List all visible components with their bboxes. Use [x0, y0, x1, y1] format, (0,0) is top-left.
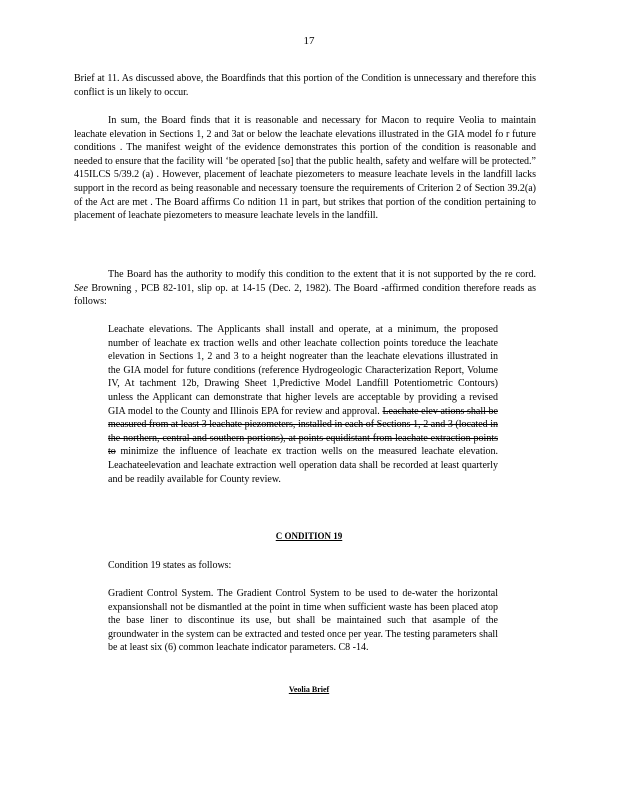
paragraph-brief-conclusion: Brief at 11. As discussed above, the Boardfinds that this portion of the Condition is unnecessary and therefore this conflict is un likely to occur. — [74, 73, 536, 98]
affirmed-condition-text-end: minimize the influence of leachate ex traction wells on the measured leachate elevation. Leachateelevation and leachate extraction well operation data shall be recorded at least quarterly and be readily available for County review. — [108, 446, 498, 485]
authority-citation: Browning , PCB 82-101, slip op. at 14-15 (Dec. 2, 1982). The Board -affirmed condition therefore reads as follows: — [74, 282, 537, 308]
paragraph-in-sum: In sum, the Board finds that it is reasonable and necessary for Macon to require Veolia to maintain leachate elevation in Sections 1, 2 and 3at or below the leachate elevations illustrated in the GIA model fo r future conditions . The manifest weight of the evidence demonstrates this portion of the condition is reasonable and needed to ensure that the facility will ‘be operated [so] that the public health, safety and welfare will be protected.” 415ILCS 5/39.2 (a) . However, placement of leachate piezometers to measure leachate levels in the landfill lacks support in the record as being reasonable and necessary toensure the requirements of Criterion 2 of Section 39.2(a) of the Act are met . The Board affirms Co ndition 11 in part, but strikes that portion of the condition pertaining to placement of leachate piezometers to measure leachate levels in the landfill. — [74, 115, 536, 222]
paragraph-board-authority — [74, 268, 536, 309]
section-heading-text: C ONDITION 19 — [275, 531, 343, 541]
condition-19-quote-block: Gradient Control System. The Gradient Control System to be used to de-water the horizontal expansionshall not be dismantled at the point in time when sufficient waste has been placed atop the base liner to discontinue its use, but shall be maintained such that asample of the groundwater in the system can be extracted and tested once per year. The testing parameters shall be at least six (6) common leachate indicator parameters. C8 -14. — [108, 588, 498, 654]
struck-text: Leachate elev ations shall be measured from at least 3 leachate piezometers, installed in each of Sections 1, 2 and 3 (located in the northern, central and southern portions), at points equidistant from leachate extraction points to — [108, 405, 498, 458]
affirmed-condition-text: Leachate elevations. The Applicants shall install and operate, at a minimum, the proposed number of leachate ex traction wells and other leachate collection points toreduce the leachate elevation in Sections 1, 2 and 3 to a height nogreater than the leachate elevations illustrated in the GIA model for future conditions (reference Hydrogeologic Characterization Report, Volume IV, At tachment 12b, Drawing Sheet 1,Predictive Model Landfill Potentiometric Contours) unless the Applicant can demonstrate that higher levels are acceptable by providing a revised GIA model to the County and Illinois EPA for review and approval. — [108, 324, 498, 417]
affirmed-condition-block — [108, 323, 498, 486]
section-heading — [0, 531, 618, 541]
see-signal: See — [74, 282, 88, 294]
footer-text: Veolia Brief — [288, 685, 330, 694]
authority-text: The Board has the authority to modify this condition to the extent that it is not supported by the re cord. — [108, 269, 536, 280]
footer-label — [0, 685, 618, 694]
page-number: 17 — [303, 35, 315, 47]
paragraph-condition-19-intro: Condition 19 states as follows: — [108, 560, 232, 571]
